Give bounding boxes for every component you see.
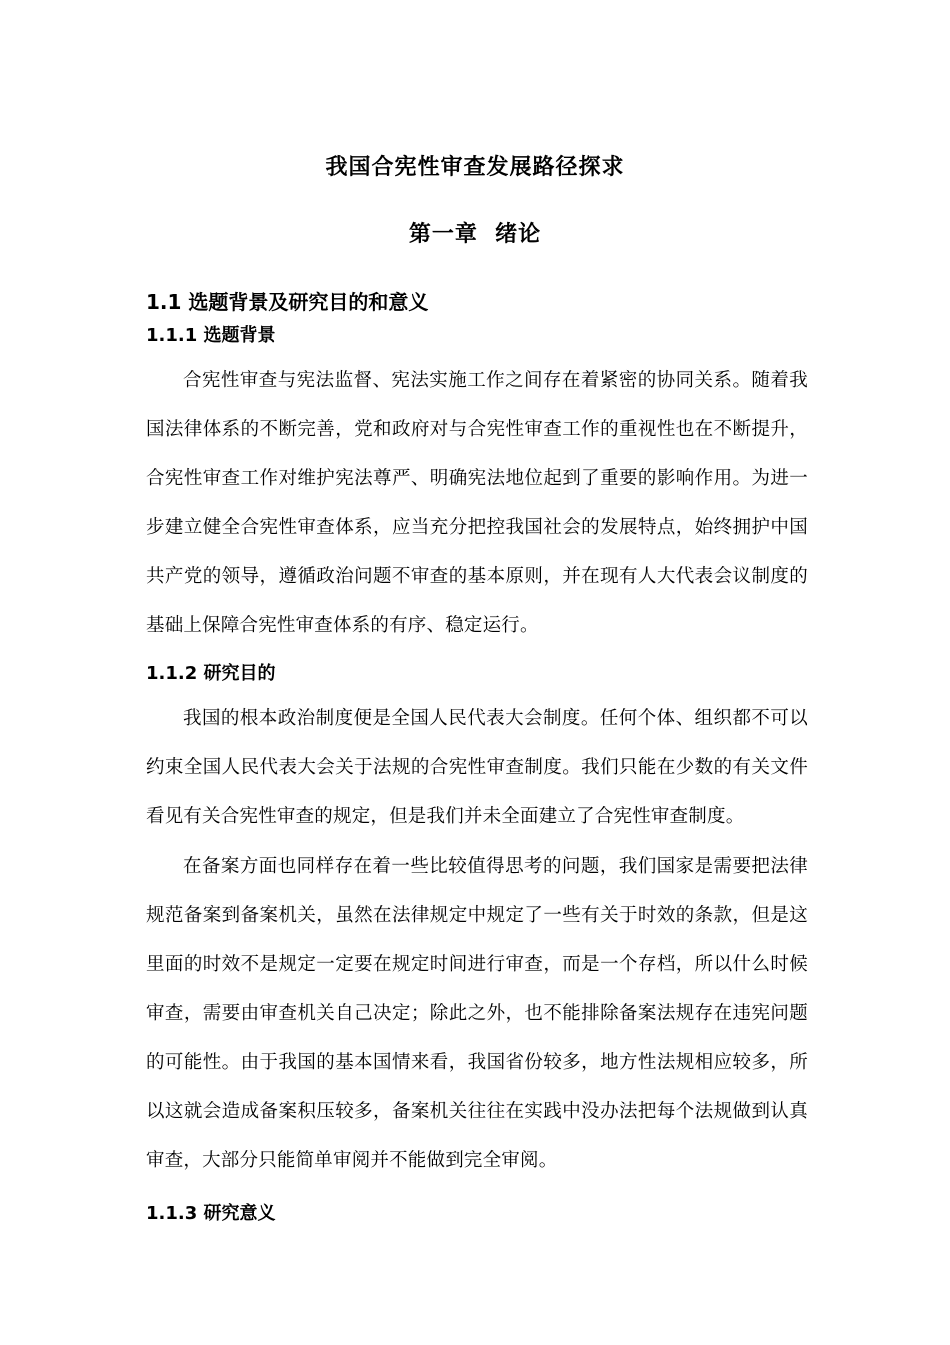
chapter-title: 第一章 绪论 bbox=[408, 222, 542, 247]
subsection-heading-1-1-2: 1.1.2 研究目的 bbox=[146, 663, 276, 684]
subsection-heading-1-1-1: 1.1.1 选题背景 bbox=[146, 325, 276, 346]
paragraph-background: 合宪性审查与宪法监督、宪法实施工作之间存在着紧密的协同关系。随着我国法律体系的不断完善，党和政府对与合宪性审查工作的重视性也在不断提升，合宪性审查工作对维护宪法尊严、明确宪法地位起到了重要的影响作用。为进一步建立健全合宪性审查体系，应当充分把控我国社会的发展特点，始终拥护中国共产党的领导，遵循政治问题不审查的基本原则，并在现有人大代表会议制度的基础上保障合宪性审查体系的有序、稳定运行。 bbox=[146, 370, 808, 636]
paragraph-purpose-2: 在备案方面也同样存在着一些比较值得思考的问题，我们国家是需要把法律规范备案到备案机关，虽然在法律规定中规定了一些有关于时效的条款，但是这里面的时效不是规定一定要在规定时间进行审查，而是一个存档，所以什么时候审查，需要由审查机关自己决定；除此之外，也不能排除备案法规存在违宪问题的可能性。由于我国的基本国情来看，我国省份较多，地方性法规相应较多，所以这就会造成备案积压较多，备案机关往往在实践中没办法把每个法规做到认真审查，大部分只能简单审阅并不能做到完全审阅。 bbox=[146, 856, 808, 1171]
document-title: 我国合宪性审查发展路径探求 bbox=[325, 155, 625, 180]
section-heading-1-1: 1.1 选题背景及研究目的和意义 bbox=[146, 290, 429, 314]
paragraph-purpose-1: 我国的根本政治制度便是全国人民代表大会制度。任何个体、组织都不可以约束全国人民代表大会关于法规的合宪性审查制度。我们只能在少数的有关文件看见有关合宪性审查的规定，但是我们并未全面建立了合宪性审查制度。 bbox=[146, 708, 808, 827]
subsection-heading-1-1-3: 1.1.3 研究意义 bbox=[146, 1203, 276, 1224]
